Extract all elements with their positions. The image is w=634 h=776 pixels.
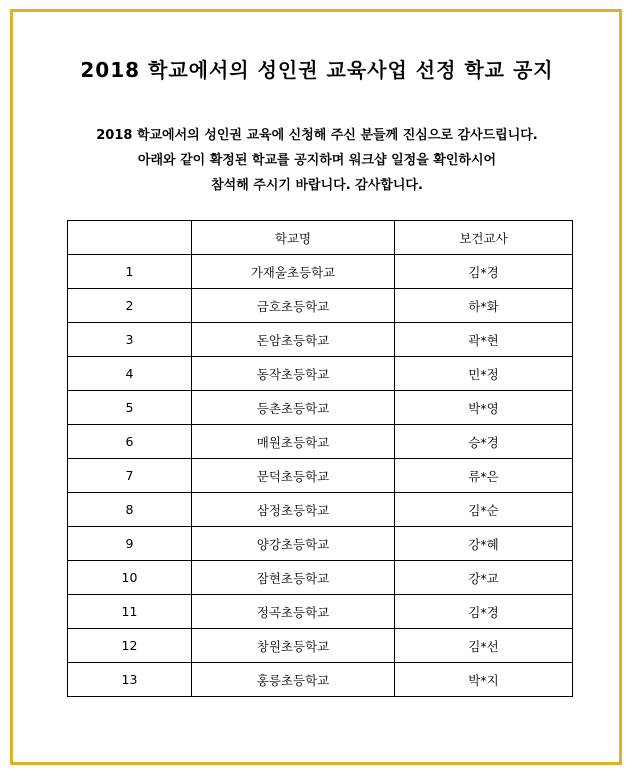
- row-number: 3: [68, 323, 192, 357]
- intro-line: 아래와 같이 확정된 학교를 공지하며 워크샵 일정을 확인하시어: [137, 153, 497, 168]
- school-name: 홍릉초등학교: [192, 663, 395, 697]
- health-teacher: 류*은: [395, 459, 573, 493]
- row-number: 11: [68, 595, 192, 629]
- table-row: [68, 527, 573, 561]
- intro-text: [0, 123, 634, 198]
- row-number: 7: [68, 459, 192, 493]
- school-name: 가재울초등학교: [192, 255, 395, 289]
- school-table: [67, 220, 573, 697]
- school-name: 문덕초등학교: [192, 459, 395, 493]
- row-number: 5: [68, 391, 192, 425]
- health-teacher: 강*교: [395, 561, 573, 595]
- school-name: 등촌초등학교: [192, 391, 395, 425]
- health-teacher: 하*화: [395, 289, 573, 323]
- school-name: 창원초등학교: [192, 629, 395, 663]
- health-teacher: 김*순: [395, 493, 573, 527]
- intro-line: 2018 학교에서의 성인권 교육에 신청해 주신 분들께 진심으로 감사드립니다.: [96, 128, 538, 143]
- health-teacher: 박*지: [395, 663, 573, 697]
- row-number: 10: [68, 561, 192, 595]
- table-row: [68, 425, 573, 459]
- table-row: [68, 255, 573, 289]
- health-teacher: 민*정: [395, 357, 573, 391]
- table-row: [68, 289, 573, 323]
- row-number: 1: [68, 255, 192, 289]
- row-number: 9: [68, 527, 192, 561]
- health-teacher: 승*경: [395, 425, 573, 459]
- table-row: [68, 663, 573, 697]
- health-teacher: 곽*현: [395, 323, 573, 357]
- page-title: 2018 학교에서의 성인권 교육사업 선정 학교 공지: [80, 58, 554, 82]
- health-teacher: 김*경: [395, 255, 573, 289]
- school-name: 양강초등학교: [192, 527, 395, 561]
- health-teacher: 김*경: [395, 595, 573, 629]
- table-header-row: [68, 221, 573, 255]
- health-teacher: 강*혜: [395, 527, 573, 561]
- table-row: [68, 493, 573, 527]
- row-number: 2: [68, 289, 192, 323]
- intro-line: 참석해 주시기 바랍니다. 감사합니다.: [211, 178, 423, 193]
- school-name: 금호초등학교: [192, 289, 395, 323]
- school-name: 동작초등학교: [192, 357, 395, 391]
- row-number: 13: [68, 663, 192, 697]
- table-row: [68, 561, 573, 595]
- header-number: [68, 221, 192, 255]
- table-row: [68, 323, 573, 357]
- school-name: 돈암초등학교: [192, 323, 395, 357]
- school-name: 잠현초등학교: [192, 561, 395, 595]
- row-number: 6: [68, 425, 192, 459]
- health-teacher: 김*선: [395, 629, 573, 663]
- row-number: 8: [68, 493, 192, 527]
- table-row: [68, 357, 573, 391]
- school-name: 정곡초등학교: [192, 595, 395, 629]
- table-row: [68, 629, 573, 663]
- school-name: 매원초등학교: [192, 425, 395, 459]
- header-health-teacher: 보건교사: [395, 221, 573, 255]
- school-name: 삼정초등학교: [192, 493, 395, 527]
- table-row: [68, 391, 573, 425]
- table-row: [68, 459, 573, 493]
- table-row: [68, 595, 573, 629]
- health-teacher: 박*영: [395, 391, 573, 425]
- row-number: 4: [68, 357, 192, 391]
- row-number: 12: [68, 629, 192, 663]
- header-school-name: 학교명: [192, 221, 395, 255]
